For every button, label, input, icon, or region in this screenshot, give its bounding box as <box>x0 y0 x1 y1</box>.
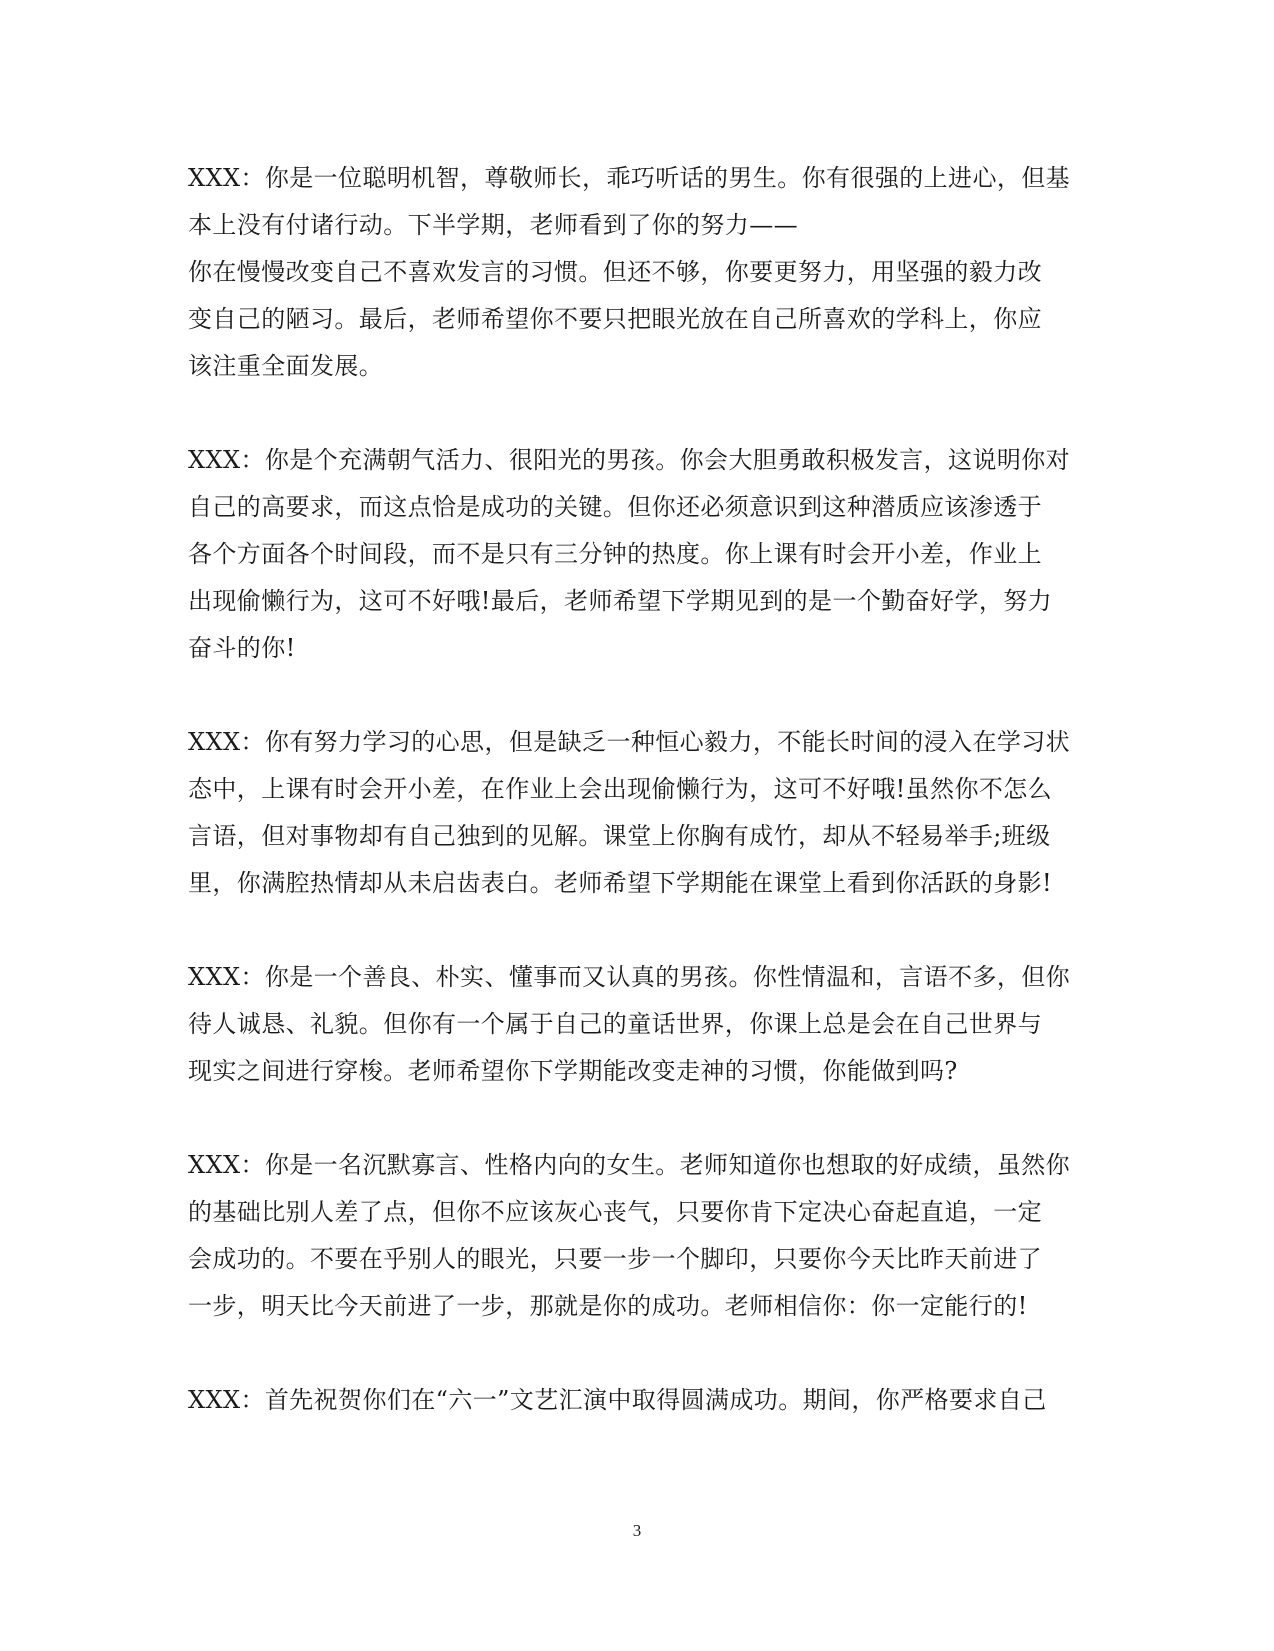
text-line: 你在慢慢改变自己不喜欢发言的习惯。但还不够，你要更努力，用坚强的毅力改 <box>188 258 1042 286</box>
text-line: 里，你满腔热情却从未启齿表白。老师希望下学期能在课堂上看到你活跃的身影! <box>188 869 1053 897</box>
text-line: XXX：首先祝贺你们在“六一”文艺汇演中取得圆满成功。期间，你严格要求自己 <box>188 1386 1047 1414</box>
text-line: 该注重全面发展。 <box>188 352 384 380</box>
text-line: XXX：你有努力学习的心思，但是缺乏一种恒心毅力，不能长时间的浸入在学习状 <box>188 728 1071 756</box>
comment-paragraph-5 <box>188 1142 1093 1330</box>
text-line: XXX：你是一名沉默寡言、性格内向的女生。老师知道你也想取的好成绩，虽然你 <box>188 1151 1071 1179</box>
comment-paragraph-3 <box>188 719 1093 907</box>
text-line: 会成功的。不要在乎别人的眼光，只要一步一个脚印，只要你今天比昨天前进了 <box>188 1245 1042 1273</box>
text-line: 态中，上课有时会开小差，在作业上会出现偷懒行为，这可不好哦!虽然你不怎么 <box>188 775 1053 803</box>
text-line: 待人诚恳、礼貌。但你有一个属于自己的童话世界，你课上总是会在自己世界与 <box>188 1010 1042 1038</box>
text-line: 一步，明天比今天前进了一步，那就是你的成功。老师相信你：你一定能行的! <box>188 1292 1028 1320</box>
text-line: 本上没有付诸行动。下半学期，老师看到了你的努力—— <box>188 211 798 239</box>
text-line: 现实之间进行穿梭。老师希望你下学期能改变走神的习惯，你能做到吗? <box>188 1057 958 1085</box>
text-line: XXX：你是一个善良、朴实、懂事而又认真的男孩。你性情温和，言语不多，但你 <box>188 963 1071 991</box>
text-line: 奋斗的你! <box>188 634 296 662</box>
text-line: 各个方面各个时间段，而不是只有三分钟的热度。你上课有时会开小差，作业上 <box>188 540 1042 568</box>
text-line: 自己的高要求，而这点恰是成功的关键。但你还必须意识到这种潜质应该渗透于 <box>188 493 1042 521</box>
comment-paragraph-2 <box>188 437 1093 672</box>
comment-paragraph-1 <box>188 155 1093 390</box>
text-line: 出现偷懒行为，这可不好哦!最后，老师希望下学期见到的是一个勤奋好学，努力 <box>188 587 1053 615</box>
comment-paragraph-4 <box>188 954 1093 1095</box>
text-line: 言语，但对事物却有自己独到的见解。课堂上你胸有成竹，却从不轻易举手;班级 <box>188 822 1051 850</box>
text-line: XXX：你是一位聪明机智，尊敬师长，乖巧听话的男生。你有很强的上进心，但基 <box>188 164 1071 192</box>
text-line: 的基础比别人差了点，但你不应该灰心丧气，只要你肯下定决心奋起直追，一定 <box>188 1198 1042 1226</box>
page-number: 3 <box>632 1521 642 1540</box>
text-line: 变自己的陋习。最后，老师希望你不要只把眼光放在自己所喜欢的学科上，你应 <box>188 305 1042 333</box>
document-body <box>188 155 1093 1471</box>
text-line: XXX：你是个充满朝气活力、很阳光的男孩。你会大胆勇敢积极发言，这说明你对 <box>188 446 1071 474</box>
comment-paragraph-6 <box>188 1377 1093 1424</box>
